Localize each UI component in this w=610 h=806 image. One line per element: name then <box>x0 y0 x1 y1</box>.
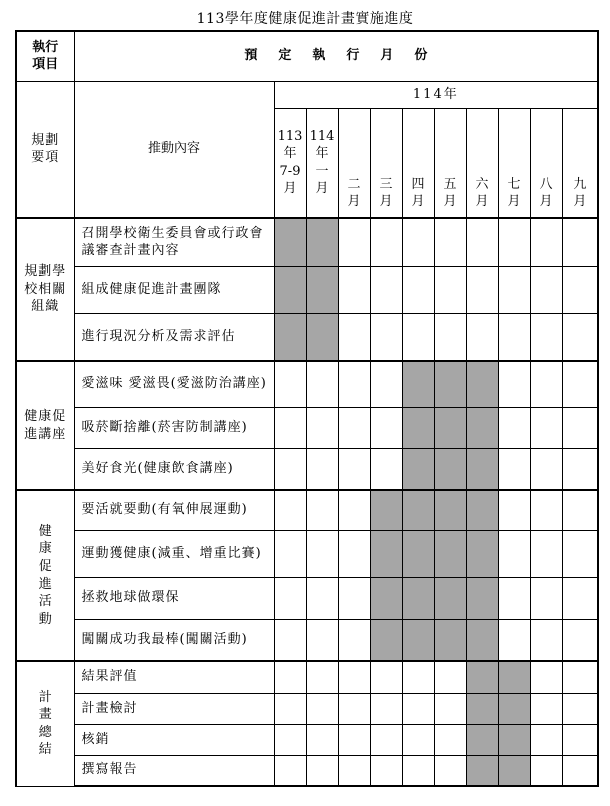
month-header-2: 二 月 <box>338 108 370 218</box>
schedule-cell <box>530 530 562 577</box>
section-group-label: 計 畫 總 結 <box>16 661 74 786</box>
schedule-cell <box>306 361 338 407</box>
schedule-cell <box>562 693 598 724</box>
schedule-cell <box>402 448 434 490</box>
activity-content: 拯救地球做環保 <box>74 577 274 619</box>
schedule-cell <box>530 266 562 313</box>
schedule-cell <box>530 755 562 786</box>
schedule-cell <box>402 577 434 619</box>
schedule-cell <box>306 407 338 448</box>
schedule-cell <box>338 724 370 755</box>
schedule-cell <box>402 266 434 313</box>
schedule-cell <box>402 407 434 448</box>
schedule-cell <box>466 755 498 786</box>
schedule-cell <box>498 619 530 661</box>
schedule-cell <box>498 218 530 266</box>
table-row <box>16 577 598 619</box>
schedule-cell <box>498 490 530 530</box>
schedule-cell <box>370 724 402 755</box>
schedule-cell <box>530 724 562 755</box>
table-row <box>16 266 598 313</box>
schedule-cell <box>434 661 466 693</box>
schedule-cell <box>370 755 402 786</box>
schedule-cell <box>562 661 598 693</box>
schedule-cell <box>274 619 306 661</box>
table-row <box>16 218 598 266</box>
activity-content: 撰寫報告 <box>74 755 274 786</box>
schedule-cell <box>370 407 402 448</box>
activity-content: 運動獲健康(減重、增重比賽) <box>74 530 274 577</box>
schedule-cell <box>370 218 402 266</box>
schedule-cell <box>370 661 402 693</box>
schedule-cell <box>562 530 598 577</box>
schedule-cell <box>434 724 466 755</box>
schedule-cell <box>562 313 598 361</box>
table-row <box>16 313 598 361</box>
schedule-cell <box>338 661 370 693</box>
schedule-cell <box>466 218 498 266</box>
schedule-cell <box>562 490 598 530</box>
schedule-cell <box>434 530 466 577</box>
schedule-cell <box>370 577 402 619</box>
schedule-cell <box>530 693 562 724</box>
table-row <box>16 361 598 407</box>
schedule-cell <box>434 266 466 313</box>
month-header-6: 六 月 <box>466 108 498 218</box>
schedule-cell <box>498 313 530 361</box>
table-row <box>16 448 598 490</box>
exec-item-header: 執行 項目 <box>16 31 74 81</box>
schedule-cell <box>530 448 562 490</box>
schedule-cell <box>338 313 370 361</box>
month-header-4: 四 月 <box>402 108 434 218</box>
schedule-cell <box>530 407 562 448</box>
schedule-cell <box>370 530 402 577</box>
schedule-cell <box>274 218 306 266</box>
schedule-cell <box>466 619 498 661</box>
schedule-cell <box>530 218 562 266</box>
activity-content: 吸菸斷捨離(菸害防制講座) <box>74 407 274 448</box>
schedule-cell <box>306 661 338 693</box>
schedule-cell <box>466 661 498 693</box>
schedule-cell <box>306 218 338 266</box>
year-114-header: 114年 <box>274 81 598 108</box>
month-header-8: 八 月 <box>530 108 562 218</box>
schedule-cell <box>306 490 338 530</box>
plan-items-header: 規劃 要項 <box>16 81 74 218</box>
schedule-cell <box>402 755 434 786</box>
table-row <box>16 755 598 786</box>
schedule-cell <box>498 724 530 755</box>
schedule-cell <box>402 530 434 577</box>
schedule-cell <box>562 407 598 448</box>
schedule-cell <box>338 755 370 786</box>
schedule-cell <box>434 218 466 266</box>
schedule-cell <box>274 693 306 724</box>
schedule-cell <box>562 448 598 490</box>
activity-content: 計畫檢討 <box>74 693 274 724</box>
schedule-cell <box>274 724 306 755</box>
schedule-cell <box>402 693 434 724</box>
schedule-cell <box>434 490 466 530</box>
schedule-cell <box>274 755 306 786</box>
schedule-cell <box>370 619 402 661</box>
schedule-cell <box>370 490 402 530</box>
schedule-cell <box>338 490 370 530</box>
schedule-cell <box>402 490 434 530</box>
schedule-cell <box>498 661 530 693</box>
section-group-label: 健 康 促 進 活 動 <box>16 490 74 661</box>
schedule-cell <box>338 577 370 619</box>
table-row <box>16 693 598 724</box>
activity-content: 進行現況分析及需求評估 <box>74 313 274 361</box>
schedule-cell <box>434 693 466 724</box>
schedule-cell <box>562 724 598 755</box>
schedule-cell <box>338 619 370 661</box>
schedule-cell <box>306 619 338 661</box>
schedule-cell <box>434 619 466 661</box>
schedule-cell <box>530 490 562 530</box>
schedule-cell <box>562 577 598 619</box>
schedule-cell <box>370 313 402 361</box>
schedule-cell <box>530 619 562 661</box>
table-row <box>16 619 598 661</box>
month-header-9: 九 月 <box>562 108 598 218</box>
schedule-cell <box>562 619 598 661</box>
activity-content: 美好食光(健康飲食講座) <box>74 448 274 490</box>
schedule-cell <box>338 530 370 577</box>
schedule-cell <box>274 448 306 490</box>
schedule-cell <box>306 448 338 490</box>
content-header: 推動內容 <box>74 81 274 218</box>
table-row <box>16 490 598 530</box>
schedule-cell <box>434 577 466 619</box>
month-header-7: 七 月 <box>498 108 530 218</box>
schedule-cell <box>466 313 498 361</box>
schedule-cell <box>434 361 466 407</box>
schedule-cell <box>402 361 434 407</box>
month-header-5: 五 月 <box>434 108 466 218</box>
schedule-cell <box>402 218 434 266</box>
schedule-cell <box>274 407 306 448</box>
schedule-cell <box>370 361 402 407</box>
document-title: 113學年度健康促進計畫實施進度 <box>196 11 414 27</box>
schedule-cell <box>498 266 530 313</box>
schedule-cell <box>562 755 598 786</box>
schedule-cell <box>466 724 498 755</box>
schedule-cell <box>498 448 530 490</box>
section-group-label: 規劃學 校相關 組織 <box>16 218 74 361</box>
schedule-cell <box>498 755 530 786</box>
schedule-cell <box>434 407 466 448</box>
schedule-cell <box>466 448 498 490</box>
activity-content: 闖關成功我最棒(闖關活動) <box>74 619 274 661</box>
table-row <box>16 407 598 448</box>
section-group-label: 健康促 進講座 <box>16 361 74 490</box>
schedule-cell <box>274 361 306 407</box>
schedule-cell <box>402 619 434 661</box>
schedule-cell <box>562 361 598 407</box>
schedule-cell <box>306 266 338 313</box>
activity-content: 愛滋味 愛滋畏(愛滋防治講座) <box>74 361 274 407</box>
schedule-cell <box>338 448 370 490</box>
month-header-3: 三 月 <box>370 108 402 218</box>
table-row <box>16 530 598 577</box>
activity-content: 結果評值 <box>74 661 274 693</box>
schedule-cell <box>530 661 562 693</box>
activity-content: 組成健康促進計畫團隊 <box>74 266 274 313</box>
schedule-cell <box>498 361 530 407</box>
schedule-cell <box>370 693 402 724</box>
schedule-cell <box>338 361 370 407</box>
schedule-cell <box>498 693 530 724</box>
schedule-cell <box>338 218 370 266</box>
schedule-cell <box>402 724 434 755</box>
schedule-cell <box>274 661 306 693</box>
schedule-cell <box>466 693 498 724</box>
schedule-cell <box>498 407 530 448</box>
schedule-cell <box>466 530 498 577</box>
schedule-cell <box>498 577 530 619</box>
schedule-cell <box>274 577 306 619</box>
schedule-cell <box>466 266 498 313</box>
schedule-cell <box>466 490 498 530</box>
activity-content: 召開學校衛生委員會或行政會議審查計畫內容 <box>74 218 274 266</box>
month-header-1: 114 年 一 月 <box>306 108 338 218</box>
schedule-cell <box>274 490 306 530</box>
schedule-cell <box>306 577 338 619</box>
table-row <box>16 724 598 755</box>
schedule-cell <box>530 361 562 407</box>
schedule-cell <box>434 755 466 786</box>
schedule-cell <box>466 577 498 619</box>
schedule-cell <box>466 407 498 448</box>
schedule-cell <box>274 530 306 577</box>
schedule-cell <box>338 266 370 313</box>
schedule-cell <box>434 448 466 490</box>
schedule-cell <box>562 218 598 266</box>
schedule-cell <box>562 266 598 313</box>
table-row <box>16 661 598 693</box>
schedule-cell <box>338 693 370 724</box>
schedule-cell <box>498 530 530 577</box>
month-header-0: 113 年 7-9 月 <box>274 108 306 218</box>
schedule-cell <box>370 448 402 490</box>
schedule-cell <box>530 313 562 361</box>
activity-content: 核銷 <box>74 724 274 755</box>
schedule-cell <box>370 266 402 313</box>
schedule-cell <box>402 313 434 361</box>
schedule-cell <box>530 577 562 619</box>
schedule-cell <box>306 530 338 577</box>
schedule-cell <box>434 313 466 361</box>
schedule-cell <box>274 266 306 313</box>
schedule-cell <box>466 361 498 407</box>
schedule-cell <box>306 313 338 361</box>
schedule-cell <box>402 661 434 693</box>
activity-content: 要活就要動(有氧伸展運動) <box>74 490 274 530</box>
planned-months-header: 預定執行月份 <box>74 31 598 81</box>
schedule-table <box>15 30 599 787</box>
schedule-cell <box>274 313 306 361</box>
schedule-cell <box>338 407 370 448</box>
schedule-cell <box>306 693 338 724</box>
schedule-cell <box>306 724 338 755</box>
schedule-cell <box>306 755 338 786</box>
